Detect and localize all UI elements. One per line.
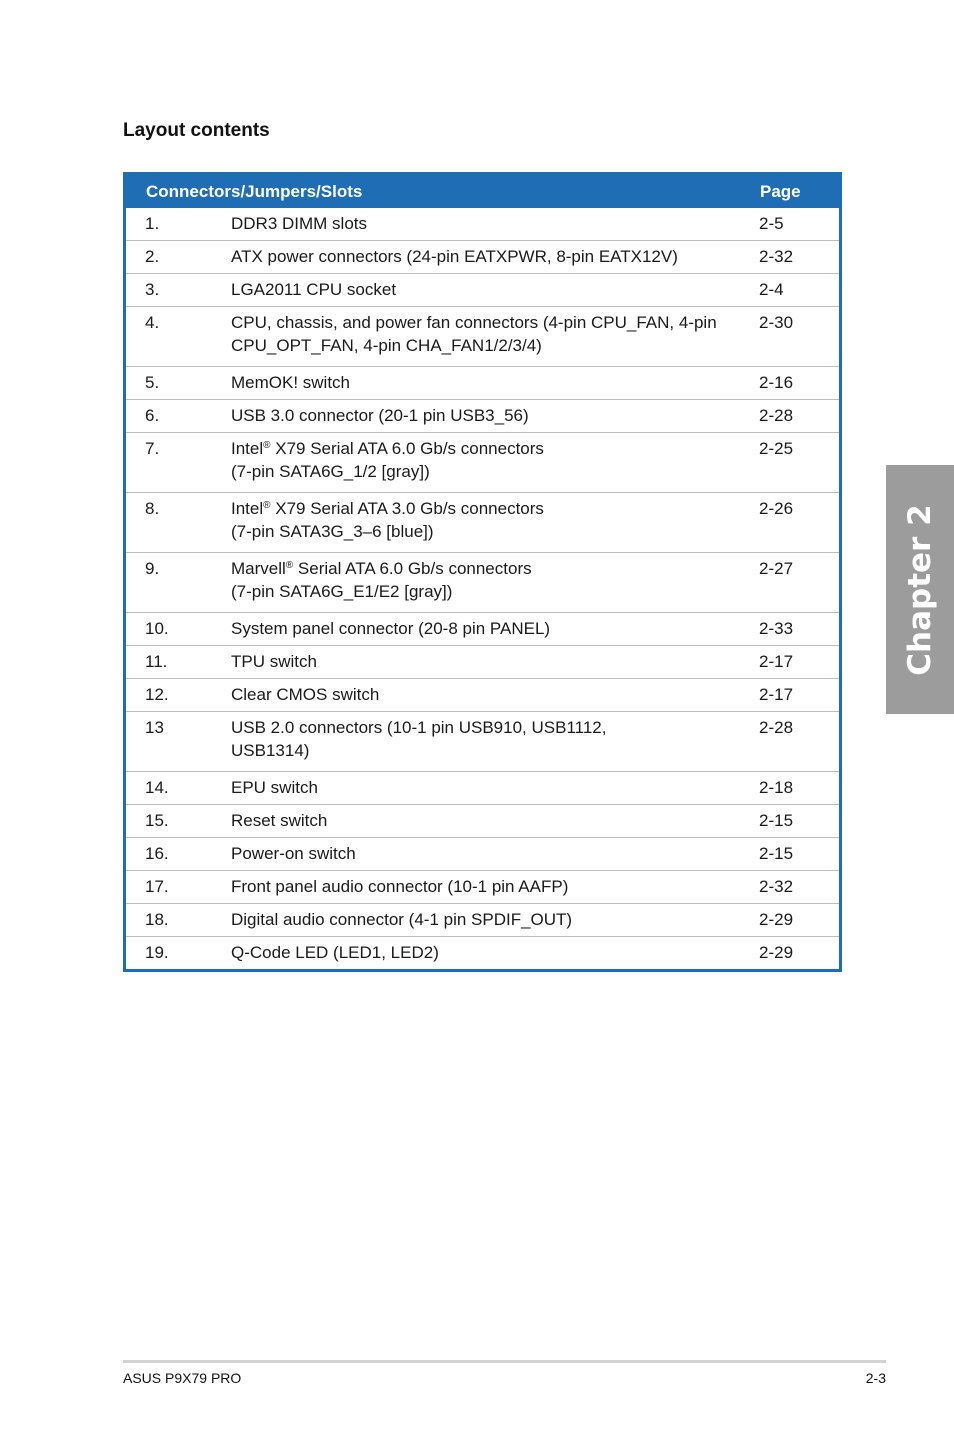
table-row <box>126 772 839 805</box>
row-description <box>231 937 754 970</box>
description-line: ATX power connectors (24-pin EATXPWR, 8-pin EATX12V) <box>231 247 678 266</box>
row-page: 2-25 <box>754 433 839 493</box>
table-row <box>126 553 839 613</box>
description-line: Power-on switch <box>231 844 356 863</box>
header-items: Connectors/Jumpers/Slots <box>126 175 754 208</box>
registered-mark: ® <box>285 560 294 571</box>
registered-mark: ® <box>263 500 271 511</box>
row-description <box>231 553 754 613</box>
header-page: Page <box>754 175 839 208</box>
row-page: 2-29 <box>754 904 839 937</box>
row-page: 2-27 <box>754 553 839 613</box>
row-page: 2-15 <box>754 805 839 838</box>
row-number: 11. <box>126 646 231 679</box>
row-description <box>231 772 754 805</box>
row-page: 2-30 <box>754 307 839 367</box>
description-line: USB 2.0 connectors (10-1 pin USB910, USB1112, <box>231 718 607 737</box>
description-line: Serial ATA 6.0 Gb/s connectors <box>293 559 532 578</box>
description-line: LGA2011 CPU socket <box>231 280 397 299</box>
table-row <box>126 613 839 646</box>
row-number: 16. <box>126 838 231 871</box>
row-number: 1. <box>145 214 160 233</box>
row-description <box>231 241 754 274</box>
table-header-row <box>126 175 839 208</box>
row-page: 2-17 <box>754 646 839 679</box>
brand-name: Intel <box>231 499 264 518</box>
row-page: 2-26 <box>754 493 839 553</box>
description-line: X79 Serial ATA 6.0 Gb/s connectors <box>270 439 544 458</box>
row-page: 2-33 <box>754 613 839 646</box>
row-number: 6. <box>126 400 231 433</box>
description-line: Digital audio connector (4-1 pin SPDIF_OUT) <box>231 910 573 929</box>
table-row <box>126 937 839 970</box>
row-number: 18. <box>126 904 231 937</box>
row-description <box>231 871 754 904</box>
registered-mark: ® <box>263 440 271 451</box>
description-line: CPU, chassis, and power fan connectors (4-pin CPU_FAN, 4-pin <box>231 313 717 332</box>
row-description <box>231 274 754 307</box>
description-line: X79 Serial ATA 3.0 Gb/s connectors <box>270 499 544 518</box>
row-description <box>231 433 754 493</box>
row-page: 2-17 <box>754 679 839 712</box>
row-description <box>231 307 754 367</box>
table-row <box>126 712 839 772</box>
row-page: 2-15 <box>754 838 839 871</box>
table-row <box>126 904 839 937</box>
description-line: EPU switch <box>231 778 318 797</box>
table-row <box>126 871 839 904</box>
description-line: (7-pin SATA3G_3–6 [blue]) <box>231 522 434 541</box>
description-line: TPU switch <box>231 652 317 671</box>
description-line: MemOK! switch <box>231 373 351 392</box>
row-number: 12. <box>126 679 231 712</box>
row-description <box>231 805 754 838</box>
row-number: 8. <box>126 493 231 553</box>
layout-contents-table <box>123 172 842 972</box>
row-description <box>231 838 754 871</box>
description-line: USB 3.0 connector (20-1 pin USB3_56) <box>231 406 529 425</box>
row-description <box>231 367 754 400</box>
row-page: 2-4 <box>754 274 839 307</box>
row-number: 3. <box>126 274 231 307</box>
description-line: System panel connector (20-8 pin PANEL) <box>231 619 551 638</box>
footer-page-number: 2-3 <box>865 1370 886 1386</box>
table-row <box>126 493 839 553</box>
table-row <box>126 367 839 400</box>
row-page: 2-5 <box>759 214 784 233</box>
table-row <box>126 400 839 433</box>
row-page: 2-29 <box>754 937 839 970</box>
row-description <box>231 679 754 712</box>
brand-name: Marvell <box>231 559 286 578</box>
row-number: 2. <box>126 241 231 274</box>
row-description <box>231 613 754 646</box>
row-number: 5. <box>126 367 231 400</box>
row-description <box>231 400 754 433</box>
row-number: 10. <box>126 613 231 646</box>
chapter-tab-label: Chapter 2 <box>902 503 938 676</box>
row-number: 7. <box>126 433 231 493</box>
description-line: CPU_OPT_FAN, 4-pin CHA_FAN1/2/3/4) <box>231 336 542 355</box>
footer-product-name: ASUS P9X79 PRO <box>123 1370 242 1386</box>
description-line: (7-pin SATA6G_1/2 [gray]) <box>231 462 430 481</box>
row-page: 2-28 <box>754 712 839 772</box>
description-line: Reset switch <box>231 811 328 830</box>
table-row <box>126 241 839 274</box>
table-row <box>126 838 839 871</box>
row-number: 9. <box>126 553 231 613</box>
description-line: Clear CMOS switch <box>231 685 380 704</box>
table-body <box>126 208 839 969</box>
row-number: 17. <box>126 871 231 904</box>
description-line: (7-pin SATA6G_E1/E2 [gray]) <box>231 582 453 601</box>
description-line: DDR3 DIMM slots <box>231 214 368 233</box>
row-number: 13 <box>126 712 231 772</box>
table-row <box>126 805 839 838</box>
table-row <box>126 208 839 241</box>
row-page: 2-28 <box>754 400 839 433</box>
row-description <box>231 904 754 937</box>
row-description <box>231 646 754 679</box>
table-row <box>126 307 839 367</box>
brand-name: Intel <box>231 439 264 458</box>
row-number: 14. <box>126 772 231 805</box>
table-row <box>126 433 839 493</box>
table-row <box>126 274 839 307</box>
footer-rule <box>123 1360 886 1363</box>
row-description <box>231 493 754 553</box>
description-line: Q-Code LED (LED1, LED2) <box>231 943 439 962</box>
row-number: 19. <box>126 937 231 970</box>
table-row <box>126 679 839 712</box>
section-title: Layout contents <box>123 120 270 141</box>
row-page: 2-32 <box>754 241 839 274</box>
description-line: Front panel audio connector (10-1 pin AAFP) <box>231 877 569 896</box>
row-description <box>231 712 754 772</box>
row-number: 15. <box>126 805 231 838</box>
row-page: 2-18 <box>754 772 839 805</box>
row-page: 2-32 <box>754 871 839 904</box>
row-number: 4. <box>126 307 231 367</box>
description-line: USB1314) <box>231 741 310 760</box>
table-row <box>126 646 839 679</box>
row-description <box>231 208 754 241</box>
chapter-tab <box>886 465 954 714</box>
row-page: 2-16 <box>754 367 839 400</box>
